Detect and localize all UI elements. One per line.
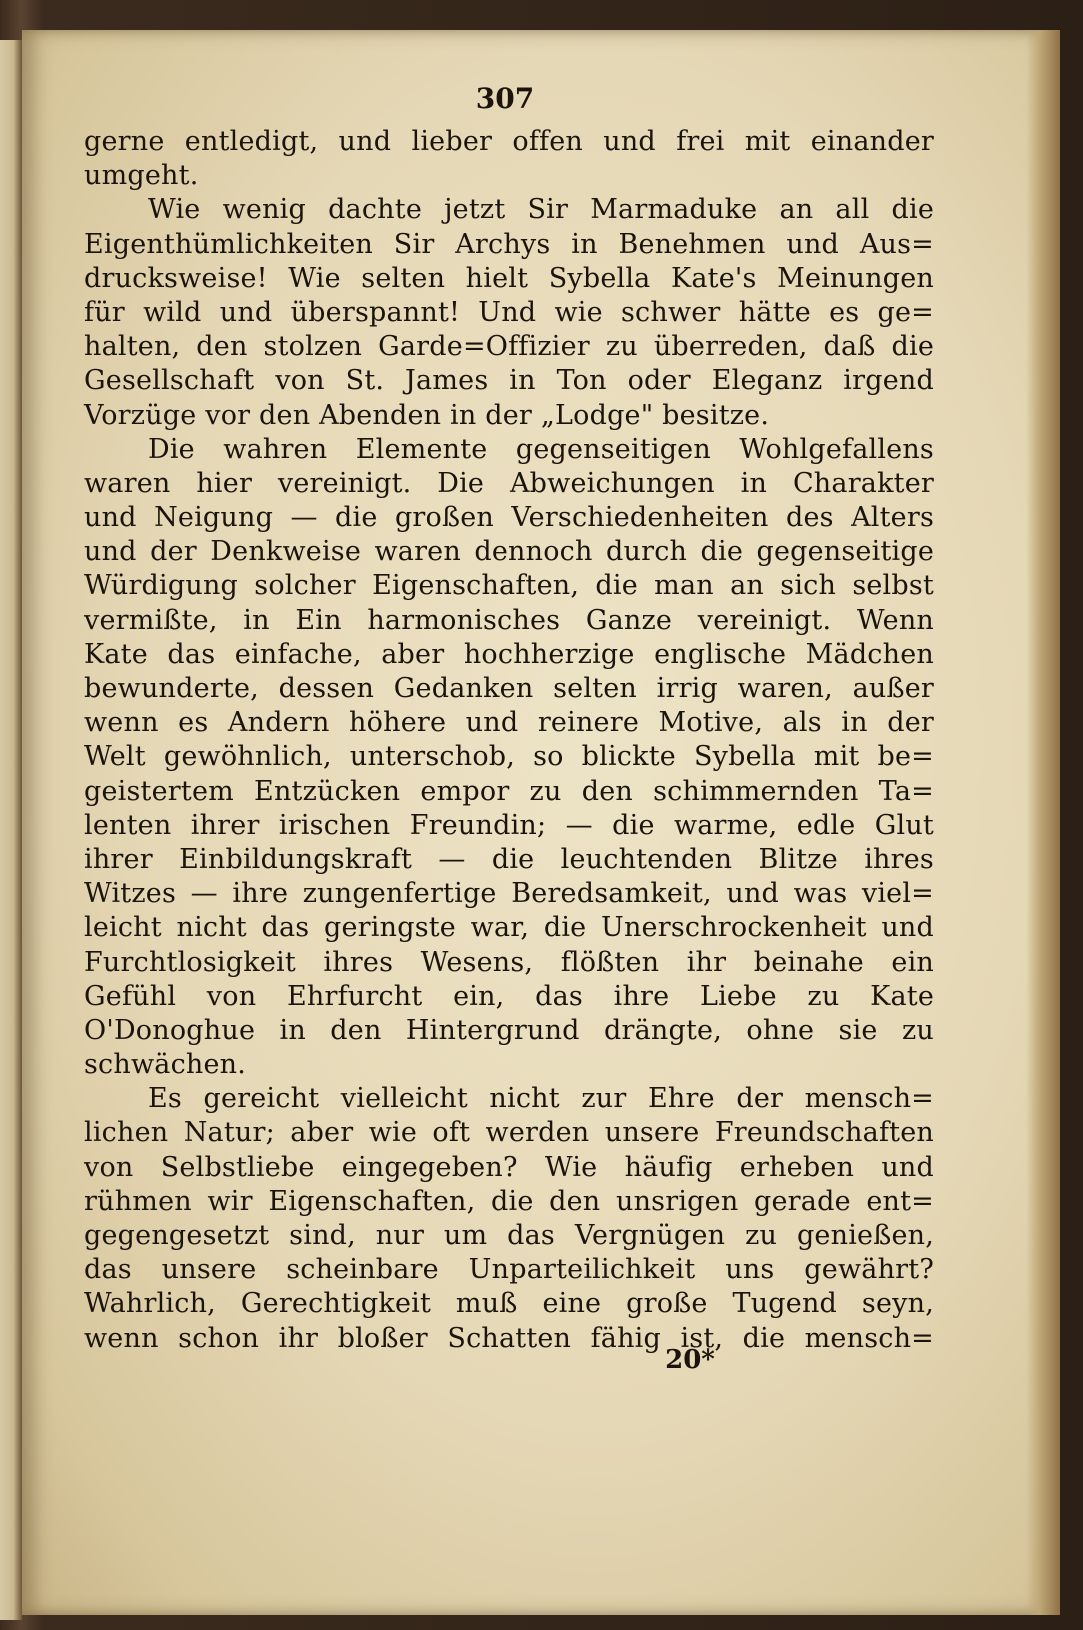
text-line: O'Donoghue in den Hintergrund drängte, ohne sie zu [84, 1014, 934, 1046]
text-line: vermißte, in Ein harmonisches Ganze vereinigt. Wenn [84, 604, 934, 636]
text-line: schwächen. [84, 1049, 247, 1081]
text-line: drucksweise! Wie selten hielt Sybella Kate's Meinungen [84, 262, 934, 294]
previous-page-edge [0, 40, 22, 1620]
text-line: rühmen wir Eigenschaften, die den unsrigen gerade ent= [84, 1185, 934, 1217]
text-line: von Selbstliebe eingegeben? Wie häufig erheben und [84, 1151, 934, 1183]
body-text [84, 125, 934, 1356]
text-line: für wild und überspannt! Und wie schwer hätte es ge= [84, 296, 934, 328]
text-line: wenn es Andern höhere und reinere Motive, als in der [84, 707, 934, 739]
text-line: lenten ihrer irischen Freundin; — die warme, edle Glut [84, 809, 934, 841]
text-line: Wie wenig dachte jetzt Sir Marmaduke an all die [148, 194, 934, 226]
page-edge-shadow [1026, 30, 1060, 1615]
text-line: gegengesetzt sind, nur um das Vergnügen zu genießen, [84, 1220, 934, 1251]
text-line: und Neigung — die großen Verschiedenheiten des Alters [84, 502, 934, 534]
text-line: wenn schon ihr bloßer Schatten fähig ist, die mensch= [84, 1322, 934, 1354]
text-line: Witzes — ihre zungenfertige Beredsamkeit, und was viel= [84, 878, 934, 910]
text-line: leicht nicht das geringste war, die Unerschrockenheit und [84, 912, 934, 944]
text-line: und der Denkweise waren dennoch durch die gegenseitige [84, 536, 934, 568]
text-line: Furchtlosigkeit ihres Wesens, flößten ihr beinahe ein [84, 946, 934, 978]
text-line: lichen Natur; aber wie oft werden unsere Freundschaften [84, 1117, 934, 1149]
text-line: das unsere scheinbare Unparteilichkeit uns gewährt? [84, 1254, 934, 1286]
text-line: geistertem Entzücken empor zu den schimmernden Ta= [84, 775, 934, 807]
signature-mark: 20* [665, 1345, 715, 1375]
text-line: Wahrlich, Gerechtigkeit muß eine große Tugend seyn, [84, 1288, 934, 1320]
text-line: Welt gewöhnlich, unterschob, so blickte Sybella mit be= [84, 741, 934, 773]
text-line: bewunderte, dessen Gedanken selten irrig waren, außer [84, 673, 934, 704]
text-line: Eigenthümlichkeiten Sir Archys in Benehmen und Aus= [84, 228, 934, 260]
text-line: waren hier vereinigt. Die Abweichungen in Charakter [84, 467, 934, 499]
text-line: ihrer Einbildungskraft — die leuchtenden Blitze ihres [84, 843, 934, 875]
text-line: Gesellschaft von St. James in Ton oder Eleganz irgend [84, 365, 934, 397]
text-line: Es gereicht vielleicht nicht zur Ehre der mensch= [148, 1083, 934, 1115]
text-line: Vorzüge vor den Abenden in der „Lodge" besitze. [84, 399, 770, 431]
text-line: gerne entledigt, und lieber offen und frei mit einander [84, 126, 934, 157]
text-line: umgeht. [84, 160, 199, 192]
text-line: Kate das einfache, aber hochherzige englische Mädchen [84, 638, 934, 670]
text-line: halten, den stolzen Garde=Offizier zu überreden, daß die [84, 331, 934, 363]
text-line: Gefühl von Ehrfurcht ein, das ihre Liebe zu Kate [84, 980, 934, 1012]
text-line: Die wahren Elemente gegenseitigen Wohlgefallens [148, 433, 934, 465]
page-number: 307 [475, 82, 535, 115]
text-line: Würdigung solcher Eigenschaften, die man an sich selbst [84, 570, 934, 602]
